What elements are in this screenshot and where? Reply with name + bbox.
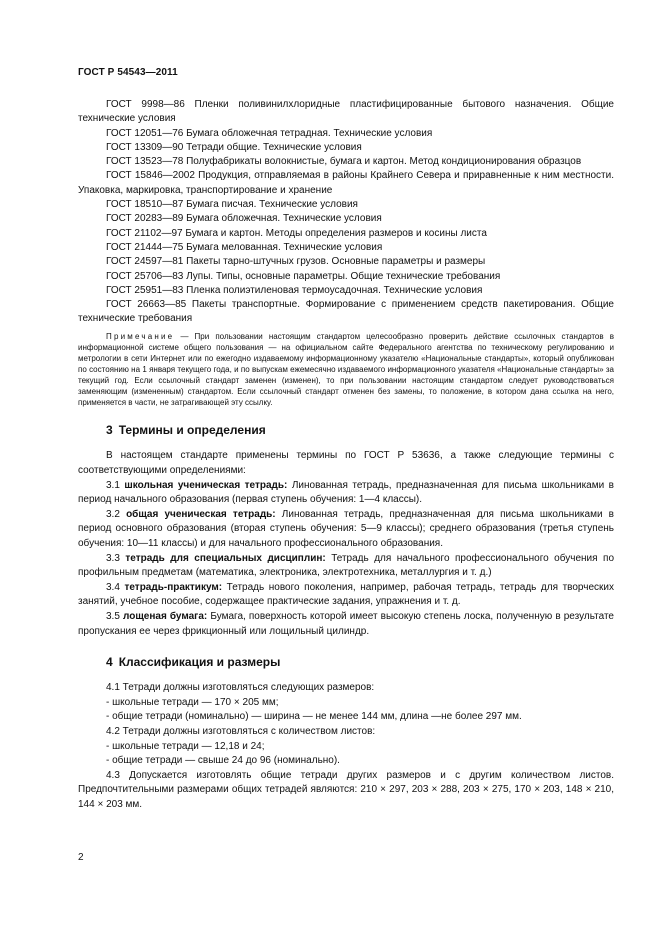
classification-list [78,681,614,812]
reference-item: ГОСТ 26663—85 Пакеты транспортные. Формирование с применением средств пакетирования. Общие технические требования [78,299,614,325]
normative-references-list [78,98,614,327]
reference-item: ГОСТ 12051—76 Бумага обложечная тетрадная. Технические условия [106,127,433,139]
term-definition: Тетрадь для начального профессионального обучения по профильным предметам (математика, электроника, электротехника, металлургия и т. д.) [78,552,615,579]
term-entry [78,581,614,610]
term-definition: Линованная тетрадь, предназначенная для письма школьниками в период основного образования (вторая ступень обучения: 5—9 классы); среднего образования (третья ступень обучения: 10—11 классы) и для начального профессионального образования. [78,508,614,549]
note-block [78,331,614,409]
term-name: школьная ученическая тетрадь: [124,479,288,491]
term-entry [78,479,614,508]
reference-item: ГОСТ 21102—97 Бумага и картон. Методы определения размеров и косины листа [106,227,487,239]
reference-item: ГОСТ 25951—83 Пленка полиэтиленовая термоусадочная. Технические условия [106,284,483,296]
section-terms [78,423,614,639]
note-paragraph [78,331,614,409]
term-name: тетрадь для специальных дисциплин: [125,552,326,564]
term-entry [78,552,614,581]
clause-line: 4.1 Тетради должны изготовляться следующих размеров: [106,682,375,694]
list-item: - общие тетради — свыше 24 до 96 (номинально). [106,755,340,767]
reference-item: ГОСТ 15846—2002 Продукция, отправляемая в районы Крайнего Севера и приравненные к ним местности. Упаковка, маркировка, транспортирование и хранение [78,170,614,196]
term-definition: Бумага, поверхность которой имеет высокую степень лоска, полученную в результате пропускания ее через фрикционный или лощильный цилиндр. [78,610,614,637]
term-number: 3.5 [106,610,120,622]
reference-item: ГОСТ 18510—87 Бумага писчая. Технические условия [106,199,358,211]
section-number: 3 [106,423,113,438]
term-number: 3.2 [106,508,120,520]
term-entry [78,610,614,639]
reference-item: ГОСТ 9998—86 Пленки поливинилхлоридные пластифицированные бытового назначения. Общие технические условия [78,99,614,125]
reference-item: ГОСТ 20283—89 Бумага обложечная. Технические условия [106,213,382,225]
note-label: Примечание [106,331,175,341]
page-number: 2 [78,852,84,863]
page-content [78,98,614,812]
term-number: 3.1 [106,479,120,491]
section-heading [78,423,614,437]
section-classification [78,655,614,812]
term-name: общая ученическая тетрадь: [126,508,276,520]
section-number: 4 [106,655,113,670]
term-definition: Тетрадь нового поколения, например, рабочая тетрадь, тетрадь для творческих занятий, учебное пособие, содержащее практические задания, упражнения и т. д. [78,581,614,608]
clause-line: 4.2 Тетради должны изготовляться с количеством листов: [106,725,376,737]
term-number: 3.3 [106,552,120,564]
reference-item: ГОСТ 13309—90 Тетради общие. Технические условия [106,141,362,153]
term-name: тетрадь-практикум: [124,581,223,593]
clause-line: 4.3 Допускается изготовлять общие тетради других размеров и с другим количеством листов. Предпочтительными размерами общих тетрадей являются: 210 × 297, 203 × 288, 203 × 275, 170 × 203, 148 × 210, 144 × 203 мм. [78,769,614,810]
section-title: Классификация и размеры [118,655,281,670]
term-name: лощеная бумага: [123,610,208,622]
document-code-header: ГОСТ Р 54543—2011 [78,67,178,78]
reference-item: ГОСТ 24597—81 Пакеты тарно-штучных грузов. Основные параметры и размеры [106,256,486,268]
list-item: - школьные тетради — 12,18 и 24; [106,740,265,752]
reference-item: ГОСТ 25706—83 Лупы. Типы, основные параметры. Общие технические требования [106,270,501,282]
note-text: — При пользовании настоящим стандартом целесообразно проверить действие ссылочных стандартов в информационной системе общего пользования — на официальном сайте Федерального агентства по техническому регулированию и метрологии в сети Интернет или по ежегодно издаваемому информационному указателю «Национальные стандарты», который опубликован по состоянию на 1 января текущего года, и по выпускам ежемесячно издаваемого информационного указателя «Национальные стандарты» за текущий год. Если ссылочный стандарт заменен (изменен), то при пользовании настоящим стандартом следует руководствоваться заменяющим (измененным) стандартом. Если ссылочный стандарт отменен без замены, то положение, в котором дана ссылка на него, применяется в части, не затрагивающей эту ссылку. [78,331,614,408]
section-intro: В настоящем стандарте применены термины по ГОСТ Р 53636, а также следующие термины с соответствующими определениями: [78,450,614,476]
list-item: - школьные тетради — 170 × 205 мм; [106,696,279,708]
reference-item: ГОСТ 13523—78 Полуфабрикаты волокнистые, бумага и картон. Метод кондиционирования образцов [106,156,582,168]
reference-item: ГОСТ 21444—75 Бумага мелованная. Технические условия [106,241,383,253]
term-entry [78,508,614,552]
term-definition: Линованная тетрадь, предназначенная для письма школьниками в период начального образования (первая ступень обучения: 1—4 классы). [78,479,614,506]
section-title: Термины и определения [118,423,266,438]
list-item: - общие тетради (номинально) — ширина — не менее 144 мм, длина —не более 297 мм. [106,711,522,723]
term-number: 3.4 [106,581,120,593]
section-heading [78,655,614,669]
